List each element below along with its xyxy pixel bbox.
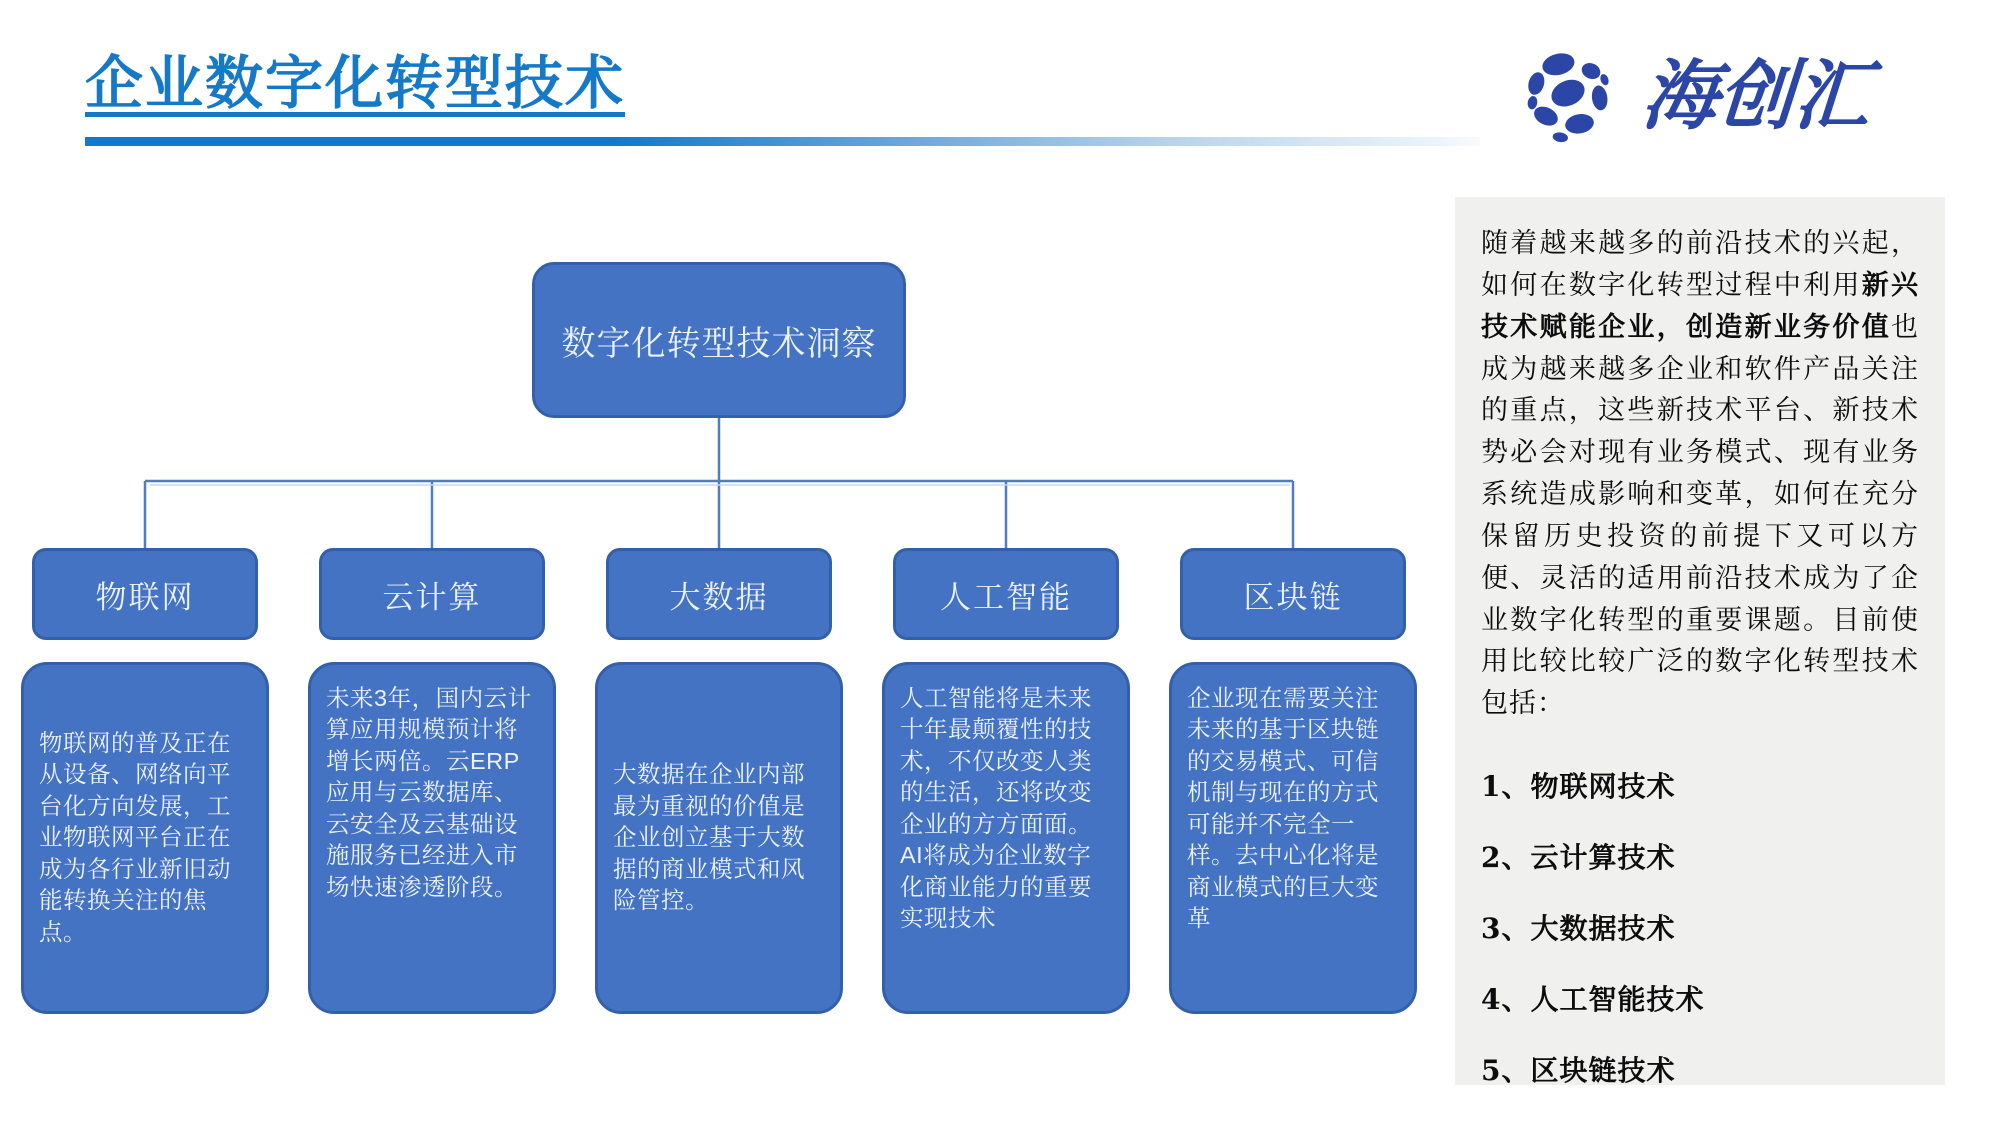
- branch-label-node: 大数据: [606, 548, 832, 640]
- info-paragraph-pre: 随着越来越多的前沿技术的兴起，如何在数字化转型过程中利用: [1481, 228, 1919, 301]
- info-paragraph: [1481, 223, 1919, 725]
- list-item: 3、大数据技术: [1481, 912, 1676, 946]
- diagram-root-node: 数字化转型技术洞察: [532, 262, 906, 418]
- logo-text: 海创汇: [1638, 50, 1874, 140]
- info-paragraph-bold: 新兴技术赋能企业，创造新业务价值: [1481, 269, 1920, 343]
- branch-label-node: 物联网: [32, 548, 258, 640]
- logo-sphere-icon: [1520, 48, 1616, 144]
- list-item: 1、物联网技术: [1481, 770, 1676, 804]
- page-title: 企业数字化转型技术: [85, 51, 626, 116]
- branch-label-node: 区块链: [1180, 548, 1406, 640]
- list-item: 5、区块链技术: [1481, 1054, 1676, 1088]
- info-panel: [1455, 197, 1945, 1088]
- list-item: 4、人工智能技术: [1481, 983, 1705, 1017]
- title-underline-rule: [85, 137, 1480, 146]
- company-logo: [1520, 38, 1950, 153]
- branch-desc-node: 物联网的普及正在从设备、网络向平台化方向发展，工业物联网平台正在成为各行业新旧动能转换关注的焦点。: [21, 662, 269, 1014]
- branch-label-node: 人工智能: [893, 548, 1119, 640]
- branch-desc-node: 未来3年，国内云计算应用规模预计将增长两倍。云ERP应用与云数据库、云安全及云基础设施服务已经进入市场快速渗透阶段。: [308, 662, 556, 1014]
- technology-list: [1481, 765, 1919, 1089]
- branch-label-node: 云计算: [319, 548, 545, 640]
- info-paragraph-post: 也成为越来越多企业和软件产品关注的重点，这些新技术平台、新技术势必会对现有业务模式、现有业务系统造成影响和变革，如何在充分保留历史投资的前提下又可以方便、灵活的适用前沿技术成为了企业数字化转型的重要课题。目前使用比较比较广泛的数字化转型技术包括：: [1481, 311, 1919, 720]
- branch-desc-node: 企业现在需要关注未来的基于区块链的交易模式、可信机制与现在的方式可能并不完全一样。去中心化将是商业模式的巨大变革: [1169, 662, 1417, 1014]
- list-item: 2、云计算技术: [1481, 841, 1676, 875]
- branch-desc-node: 人工智能将是未来十年最颠覆性的技术，不仅改变人类的生活，还将改变企业的方方面面。AI将成为企业数字化商业能力的重要实现技术: [882, 662, 1130, 1014]
- branch-desc-node: 大数据在企业内部最为重视的价值是企业创立基于大数据的商业模式和风险管控。: [595, 662, 843, 1014]
